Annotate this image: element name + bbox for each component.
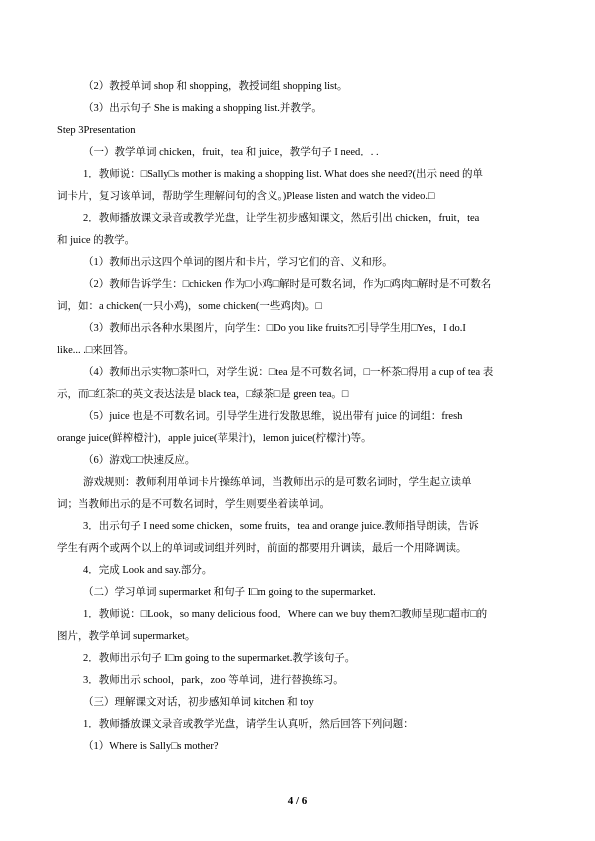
text-line: 3．出示句子 I need some chicken，some fruits，tea and orange juice.教师指导朗读，告诉: [83, 521, 479, 532]
text-line: 1．教师说：□Look，so many delicious food．Where can we buy them?□教师呈现□超市□的: [83, 609, 488, 620]
step-heading: Step 3Presentation: [57, 125, 136, 136]
text-line: 示，而□红茶□的英文表达法是 black tea，□绿茶□是 green tea。□: [57, 389, 349, 400]
section-heading: （三）理解课文对话，初步感知单词 kitchen 和 toy: [83, 697, 314, 708]
text-line: 游戏规则：教师利用单词卡片操练单词，当教师出示的是可数名词时，学生起立读单: [83, 477, 472, 488]
section-heading: （二）学习单词 supermarket 和句子 I□m going to the supermarket.: [83, 587, 376, 598]
text-line: （3）教师出示各种水果图片，向学生：□Do you like fruits?□引导学生用□Yes，I do.I: [83, 323, 466, 334]
text-line: （5）juice 也是不可数名词。引导学生进行发散思维，说出带有 juice 的词组：fresh: [83, 411, 463, 422]
text-line: like... .□来回答。: [57, 345, 135, 356]
text-line: （2）教授单词 shop 和 shopping，教授词组 shopping list。: [83, 81, 348, 92]
text-line: orange juice(鲜榨橙汁)，apple juice(苹果汁)，lemon juice(柠檬汁)等。: [57, 433, 372, 444]
section-heading: （一）教学单词 chicken，fruit，tea 和 juice，教学句子 I need．. .: [83, 147, 379, 158]
text-line: 4．完成 Look and say.部分。: [83, 565, 213, 576]
text-line: （6）游戏□□快速反应。: [83, 455, 196, 466]
text-line: 词卡片，复习该单词，帮助学生理解问句的含义。)Please listen and watch the video.□: [57, 191, 435, 202]
text-line: 和 juice 的教学。: [57, 235, 136, 246]
text-line: 1．教师说：□Sally□s mother is making a shopping list. What does she need?(出示 need 的单: [83, 169, 484, 180]
page-number: 4 / 6: [287, 795, 308, 807]
text-line: 词，如：a chicken(一只小鸡)，some chicken(一些鸡肉)。□: [57, 301, 322, 312]
text-line: 2．教师出示句子 I□m going to the supermarket.教学该句子。: [83, 653, 356, 664]
text-line: （3）出示句子 She is making a shopping list.并教学。: [83, 103, 322, 114]
text-line: 3．教师出示 school，park，zoo 等单词，进行替换练习。: [83, 675, 344, 686]
text-line: （4）教师出示实物□茶叶□，对学生说：□tea 是不可数名词，□一杯茶□得用 a cup of tea 表: [83, 367, 494, 378]
text-line: 2．教师播放课文录音或教学光盘，让学生初步感知课文，然后引出 chicken，fruit，tea: [83, 213, 480, 224]
text-line: （2）教师告诉学生：□chicken 作为□小鸡□解时是可数名词，作为□鸡肉□解时是不可数名: [83, 279, 492, 290]
text-line: （1）教师出示这四个单词的图片和卡片，学习它们的音、义和形。: [83, 257, 393, 268]
text-line: 词；当教师出示的是不可数名词时，学生则要坐着读单词。: [57, 499, 330, 510]
text-line: （1）Where is Sally□s mother?: [83, 741, 219, 752]
text-line: 图片，教学单词 supermarket。: [57, 631, 196, 642]
text-line: 1．教师播放课文录音或教学光盘，请学生认真听，然后回答下列问题：: [83, 719, 414, 730]
text-line: 学生有两个或两个以上的单词或词组并列时，前面的都要用升调读，最后一个用降调读。: [57, 543, 467, 554]
